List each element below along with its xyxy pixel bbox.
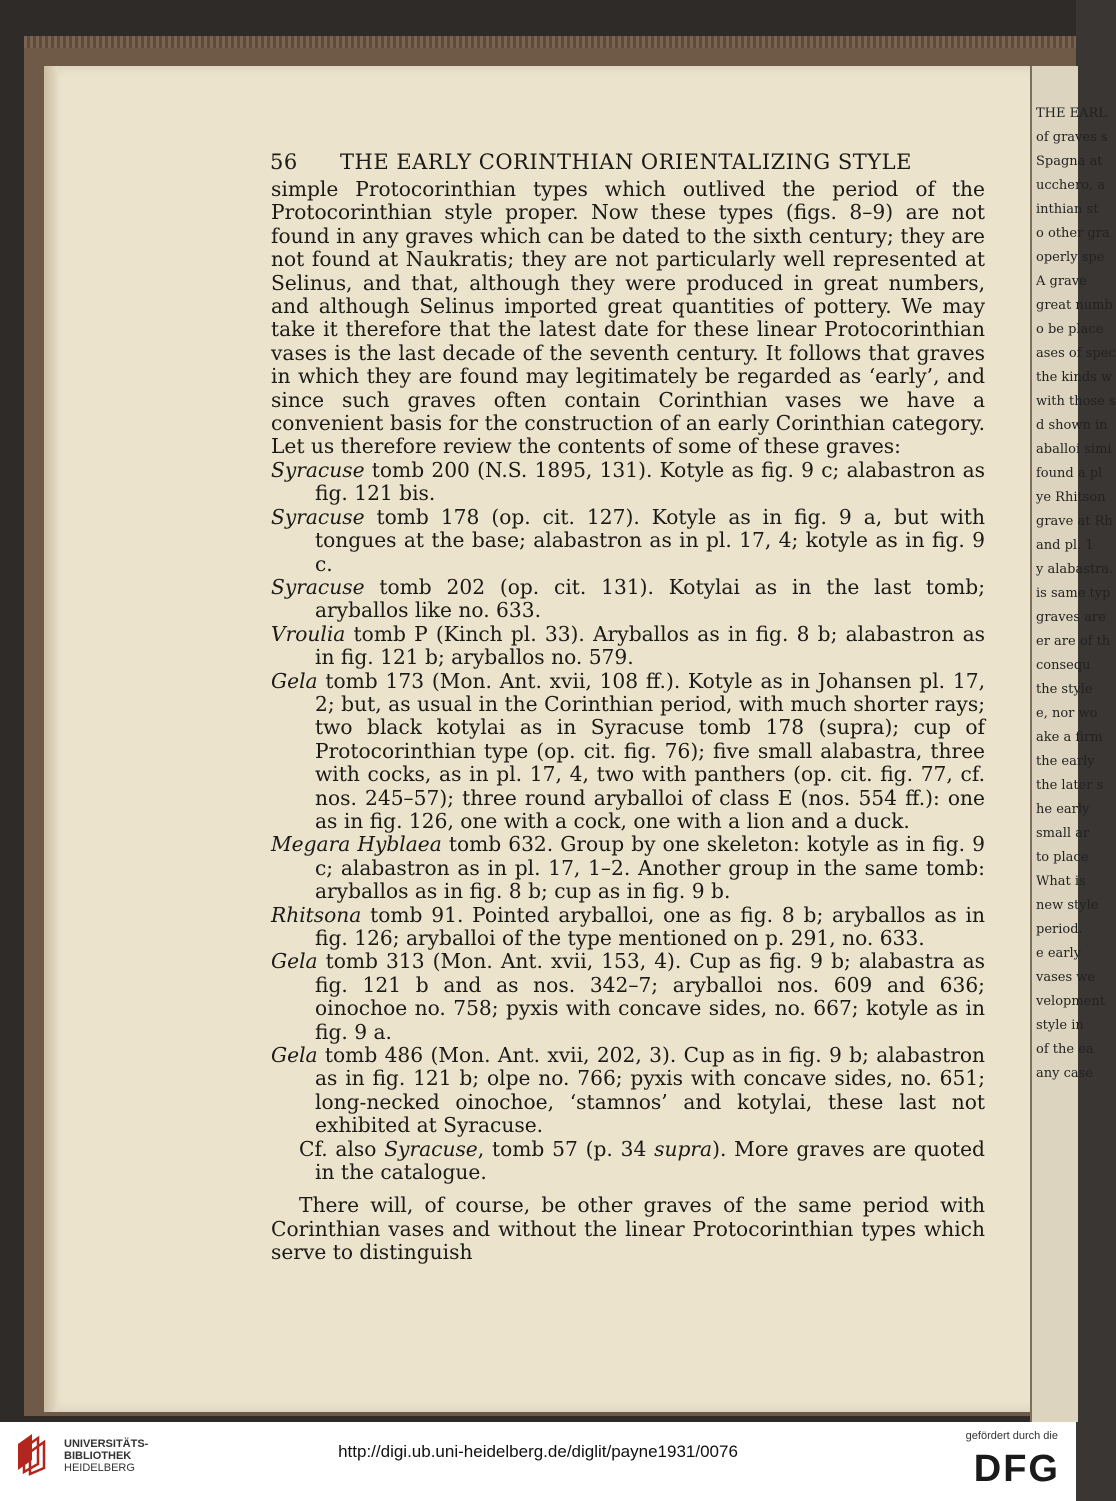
next-page-fragment: great numb [1036, 298, 1113, 313]
next-page-fragment: y alabastra. [1036, 562, 1114, 577]
next-page-fragment: is same typ [1036, 586, 1111, 601]
grave-place: Vroulia [271, 621, 346, 646]
next-page-fragment: ye Rhitson [1036, 490, 1106, 505]
permalink-url[interactable]: http://digi.ub.uni-heidelberg.de/diglit/payne1931/0076 [338, 1442, 738, 1461]
grave-entry [271, 623, 985, 670]
next-page-fragment: o be place [1036, 322, 1104, 337]
grave-contents: tomb 173 (Mon. Ant. xvii, 108 ff.). Kotyle as in Johansen pl. 17, 2; but, as usual in the Corinthian period, with much shorter rays; two black kotylai as in Syracuse tomb 178 (supra); cup of Protocorinthian type (op. cit. fig. 76); five small alabastra, three with cocks, as in pl. 17, 4, two with panthers (op. cit. fig. 77, cf. nos. 245–57); three round aryballoi of class E (nos. 554 ff.): one as in fig. 126, one with a cock, one with a lion and a duck. [315, 668, 985, 833]
institution-line-2: BIBLIOTHEK [64, 1450, 132, 1462]
next-page-fragment: inthian st [1036, 202, 1099, 217]
grave-contents: tomb 178 (op. cit. 127). Kotyle as in fig. 9 a, but with tongues at the base; alabastron as in pl. 17, 4; kotyle as in fig. 9 c. [315, 504, 985, 576]
next-page-fragment: ake a firm [1036, 730, 1103, 745]
next-page-fragment: vases we [1036, 970, 1096, 985]
funded-by-label: gefördert durch die [965, 1430, 1058, 1442]
next-page-fragment: the later s [1036, 778, 1104, 793]
running-head-title: THE EARLY CORINTHIAN ORIENTALIZING STYLE [340, 150, 912, 174]
next-page-fragment: to place [1036, 850, 1089, 865]
cf-place: Syracuse [384, 1136, 478, 1161]
next-page-fragment: velopment [1036, 994, 1105, 1009]
grave-entry [271, 576, 985, 623]
next-page-fragment: graves are [1036, 610, 1106, 625]
next-page-fragment: ases of spec [1036, 346, 1116, 361]
closing-paragraph: There will, of course, be other graves of the same period with Corinthian vases and without the linear Protocorinthian types which serve to distinguish [271, 1193, 985, 1265]
grave-entry [271, 833, 985, 903]
intro-paragraph: simple Protocorinthian types which outlived the period of the Protocorinthian style proper. Now these types (figs. 8–9) are not found in any graves which can be dated to the sixth century; they are not found at Naukratis; they are not particularly well represented at Selinus, and that, although they were produced in great numbers, and although Selinus imported great quantities of pottery. We may take it therefore that the latest date for these linear Protocorinthian vases is the last decade of the seventh century. It follows that graves in which they are found may legitimately be regarded as ‘early’, and since such graves often contain Corinthian vases we have a convenient basis for the construction of an early Corinthian category. Let us therefore review the contents of some of these graves: [271, 177, 985, 459]
next-page-fragment: any case [1036, 1066, 1093, 1081]
grave-entry [271, 459, 985, 506]
grave-place: Gela [271, 1043, 318, 1068]
page-body [271, 178, 985, 1265]
next-page-fragment: ucchero, a [1036, 178, 1106, 193]
next-page-fragment: new style [1036, 898, 1099, 913]
next-page-fragment: period. [1036, 922, 1083, 937]
next-page-fragment: o other gra [1036, 226, 1110, 241]
next-page-fragment: and pl. 1 [1036, 538, 1094, 553]
next-page-fragment: small ar [1036, 826, 1090, 841]
institution-line-3: HEIDELBERG [64, 1462, 135, 1474]
next-page-fragment: er are of th [1036, 634, 1111, 649]
grave-contents: tomb 202 (op. cit. 131). Kotylai as in the last tomb; aryballos like no. 633. [315, 574, 985, 623]
next-page-fragment: aballoi simi [1036, 442, 1112, 457]
next-page-fragment: consequ [1036, 658, 1091, 673]
next-page-edge [1030, 66, 1116, 1422]
next-page-fragment: grave at Rh [1036, 514, 1113, 529]
next-page-fragment: d shown in [1036, 418, 1108, 433]
cf-supra: supra [654, 1136, 713, 1161]
next-page-fragment: the kinds w [1036, 370, 1113, 385]
next-page-fragment: style in [1036, 1018, 1084, 1033]
next-page-fragment: of graves s [1036, 130, 1108, 145]
grave-entry [271, 904, 985, 951]
board-edge [24, 36, 1076, 48]
next-page-fragment: What is [1036, 874, 1086, 889]
next-page-fragment: operly spe [1036, 250, 1105, 265]
dfg-logo: DFG [973, 1448, 1060, 1490]
grave-contents: tomb 313 (Mon. Ant. xvii, 153, 4). Cup as fig. 9 b; alabastra as fig. 121 b and as nos. 342–7; aryballoi nos. 609 and 636; oinochoe no. 758; pyxis with concave sides, no. 667; kotyle as in fig. 9 a. [315, 949, 985, 1044]
grave-entry [271, 950, 985, 1044]
grave-place: Gela [271, 949, 318, 974]
next-page-fragment: with those s [1036, 394, 1116, 409]
grave-entry [271, 670, 985, 834]
grave-place: Megara Hyblaea [271, 832, 442, 857]
grave-place: Syracuse [271, 504, 365, 529]
grave-contents: tomb P (Kinch pl. 33). Aryballos as in fig. 8 b; alabastron as in fig. 121 b; aryballos no. 579. [315, 621, 985, 670]
grave-contents: tomb 632. Group by one skeleton: kotyle as in fig. 9 c; alabastron as in pl. 17, 1–2. Another group in the same tomb: aryballos as in fig. 8 b; cup as in fig. 9 b. [315, 832, 985, 904]
grave-place: Syracuse [271, 457, 365, 482]
cf-end: ). More graves are quoted in the catalogue. [315, 1136, 985, 1185]
page-gutter [44, 66, 58, 1412]
next-page-fragment: of the ea [1036, 1042, 1094, 1057]
cf-mid: , tomb 57 (p. 34 [477, 1136, 655, 1161]
grave-place: Gela [271, 668, 318, 693]
next-page-fragment: A grave [1036, 274, 1087, 289]
grave-contents: tomb 91. Pointed aryballoi, one as fig. 8 b; aryballos as in fig. 126; aryballoi of the type mentioned on p. 291, no. 633. [315, 902, 985, 950]
grave-list [271, 459, 985, 1138]
footer-bar [0, 1422, 1076, 1501]
next-page-fragment: Spagna at [1036, 154, 1103, 169]
next-page-fragment: the early [1036, 754, 1095, 769]
cf-prefix: Cf. also [299, 1136, 385, 1161]
grave-contents: tomb 200 (N.S. 1895, 131). Kotyle as fig. 9 c; alabastron as fig. 121 bis. [315, 457, 985, 506]
grave-contents: tomb 486 (Mon. Ant. xvii, 202, 3). Cup as in fig. 9 b; alabastron as in fig. 121 b; olpe no. 766; pyxis with concave sides, no. 651; long-necked oinochoe, ‘stamnos’ and kotylai, these last not exhibited at Syracuse. [315, 1043, 985, 1138]
next-page-fragment: found a pl [1036, 466, 1103, 481]
grave-entry [271, 506, 985, 576]
next-page-fragment: e early [1036, 946, 1081, 961]
grave-place: Syracuse [271, 574, 365, 599]
next-page-fragment: e, nor wo [1036, 706, 1098, 721]
page-number: 56 [270, 150, 298, 174]
running-head [270, 150, 986, 174]
grave-entry [271, 1044, 985, 1138]
next-page-fragment: THE EARL [1036, 106, 1107, 121]
next-page-fragment: the style [1036, 682, 1093, 697]
next-page-fragment: he early [1036, 802, 1090, 817]
grave-place: Rhitsona [271, 902, 362, 927]
institution-line-1: UNIVERSITÄTS- [64, 1438, 149, 1450]
cf-note [271, 1138, 985, 1185]
